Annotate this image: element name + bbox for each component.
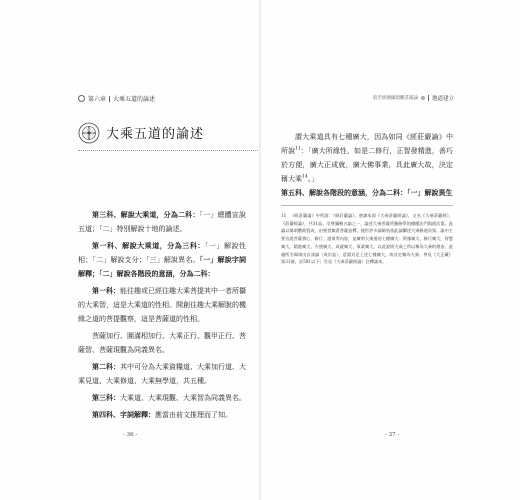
right-bold-line: 第五科、解說各階段的意涵，分為二科：「一」解說異生 xyxy=(281,188,453,197)
running-head-title: 大乘五道的論述 xyxy=(113,96,156,103)
footnote-number: 11 xyxy=(281,213,287,218)
paragraph-5: 第二科：其中可分為大乘資糧道、大乘加行道、大乘見道、大乘修道、大乘無學道，共五種。 xyxy=(78,362,246,385)
section-heading xyxy=(78,120,260,146)
right-paragraph: 謂大乘道具有七種廣大，因為如同《經莊嚴論》中所說$^{11}$：「廣大所緣性，如是二修行，正智發精進，善巧於方便，廣大正成就，廣大佛事業，具此廣大故，決定稱大乘$^{14}$。」 xyxy=(281,133,454,183)
left-body-text xyxy=(78,208,246,425)
paragraph-3: 第一科：能往趣或已經往趣大乘菩提其中一者所攝的大乘智，這是大乘道的性相。開創往趣大乘解脫的機緣之道的菩提觀察，這是菩薩道的性相。 xyxy=(78,286,246,323)
paragraph-1: 第三科、解說大乘道，分為二科：「一」總體宣說五道；「二」特別解說十地的論述。 xyxy=(78,210,246,233)
chapter-marker-icon xyxy=(78,95,85,102)
section-title: 大乘五道的論述 xyxy=(106,127,205,142)
right-folio: - 37 - xyxy=(385,432,400,438)
running-head-title: 地道建立 xyxy=(431,96,454,102)
right-running-head xyxy=(373,94,454,102)
running-head-divider xyxy=(428,95,429,101)
running-head-book: 般若經總攝現觀莊嚴論 xyxy=(372,96,418,101)
right-body-text xyxy=(281,130,453,200)
paragraph-6: 第三科：大乘道、大乘現觀、大乘智為同義異名。 xyxy=(92,393,246,402)
left-page xyxy=(0,0,259,500)
paragraph-4: 菩薩加行、圓滿相加行、大乘正行、觀甲正行、菩薩智、菩薩現觀為同義異名。 xyxy=(78,332,246,354)
footnote-text: 《經莊嚴論》中所說：《經莊嚴論》，唐譯本即《大乘莊嚴經論》，又名《大乘莊嚴經》，《莊嚴經論》，共31品。至尊彌勒五論之一，論述大乘菩薩所應修學的種種法門與道次第。此論以偈頌體裁寫成，由聖者無著菩薩造釋，後世許多論師皆依此論闡述大乘修道次第。論中主要宣說菩薩發心、修行、證果等內容，並廣明大乘道的七種廣大：所緣廣大、修行廣大、智慧廣大、精進廣大、方便廣大、成就廣大、事業廣大，以此說明大乘之所以稱為大乘的理由。此處所引偈頌出自該論〈成宗品〉，意謂具足上述七種廣大，故決定稱為大乘。參見《大正藏》第31冊，頁591以下；另見《大乘莊嚴經論》注釋諸本。 xyxy=(281,213,453,265)
lotus-emblem-icon xyxy=(78,122,100,144)
footnote-ref-2: 14 xyxy=(302,174,308,180)
section-title-rule xyxy=(78,150,260,151)
ornament-dot-icon xyxy=(421,96,425,100)
running-head-chapter: 第六章 xyxy=(88,96,107,103)
paragraph-2: 第一科、解說大乘道，分為三科：「一」解說性相；「二」解說支分；「三」解說異名。「一」解說字詞解釋；「二」解說各階段的意涵，分為二科： xyxy=(78,241,246,278)
footnote xyxy=(281,212,453,266)
paragraph-7: 第四科、字詞解釋：應當由前文推理而了知。 xyxy=(92,410,232,419)
running-head-divider xyxy=(109,96,110,102)
footnote-rule xyxy=(281,205,453,206)
footnote-ref: 11 xyxy=(295,146,301,152)
left-running-head xyxy=(78,94,155,103)
left-folio: - 36 - xyxy=(123,432,138,438)
